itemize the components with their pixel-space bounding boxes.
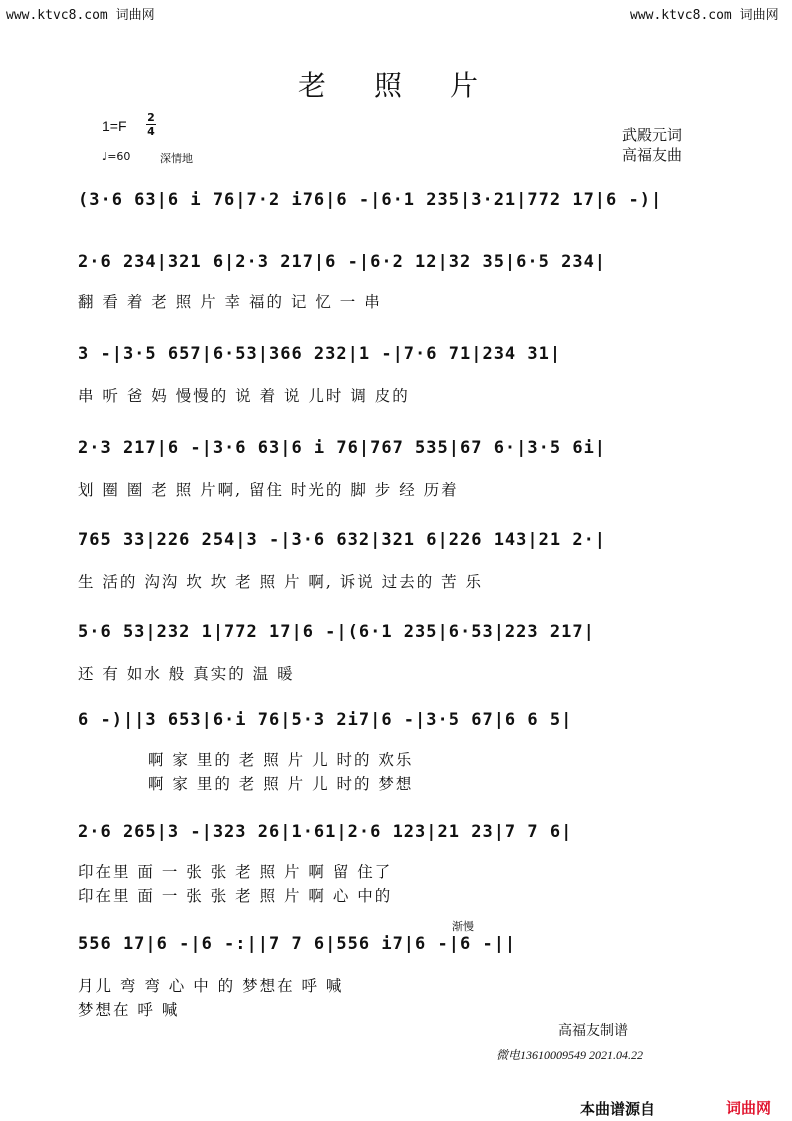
time-signature-top: 2 <box>147 111 155 124</box>
source-label: 本曲谱源自 <box>580 1100 656 1118</box>
tempo-mark: ♩=60 <box>102 150 131 163</box>
lyric-line-8a: 月儿 弯 弯 心 中 的 梦想在 呼 喊 <box>78 977 344 995</box>
lyric-line-7b: 印在里 面 一 张 张 老 照 片 啊 心 中的 <box>78 887 393 905</box>
contact-info: 微电13610009549 2021.04.22 <box>496 1048 644 1062</box>
staff-line-2: 2·6 234|321 6|2·3 217|6 -|6·2 12|32 35|6·5 234| <box>78 252 607 272</box>
lyric-line-2: 串 听 爸 妈 慢慢的 说 着 说 儿时 调 皮的 <box>78 387 410 405</box>
staff-line-7: 6 -)||3 653|6·i 76|5·3 2i7|6 -|3·5 67|6 6 5| <box>78 710 573 730</box>
key-signature: 1=F <box>102 118 127 134</box>
lyric-line-4: 生 活的 沟沟 坎 坎 老 照 片 啊, 诉说 过去的 苦 乐 <box>78 573 484 591</box>
staff-line-5: 765 33|226 254|3 -|3·6 632|321 6|226 143|21 2·| <box>78 530 607 550</box>
lyric-line-5: 还 有 如水 般 真实的 温 暖 <box>78 665 295 683</box>
watermark-right: www.ktvc8.com 词曲网 <box>630 8 779 23</box>
lyric-line-6b: 啊 家 里的 老 照 片 儿 时的 梦想 <box>148 775 414 793</box>
lyric-line-1: 翻 看 着 老 照 片 幸 福的 记 忆 一 串 <box>78 293 382 311</box>
staff-line-1: (3·6 63|6 i 76|7·2 i76|6 -|6·1 235|3·21|772 17|6 -)| <box>78 190 663 210</box>
staff-line-9: 556 17|6 -|6 -:||7 7 6|556 i7|6 -|6 -|| <box>78 934 517 954</box>
staff-line-8: 2·6 265|3 -|323 26|1·61|2·6 123|21 23|7 7 6| <box>78 822 573 842</box>
ritardando-mark: 渐慢 <box>452 920 474 933</box>
staff-line-6: 5·6 53|232 1|772 17|6 -|(6·1 235|6·53|223 217| <box>78 622 595 642</box>
lyric-line-6a: 啊 家 里的 老 照 片 儿 时的 欢乐 <box>148 751 414 769</box>
lyricist-credit: 武殿元词 <box>622 126 683 144</box>
composer-credit: 高福友曲 <box>622 146 683 164</box>
site-logo[interactable]: 词曲网 <box>726 1099 772 1117</box>
lyric-line-7a: 印在里 面 一 张 张 老 照 片 啊 留 住了 <box>78 863 393 881</box>
time-signature-bottom: 4 <box>147 125 155 138</box>
lyric-line-3: 划 圈 圈 老 照 片啊, 留住 时光的 脚 步 经 历着 <box>78 481 459 499</box>
score-maker: 高福友制谱 <box>558 1023 628 1039</box>
lyric-line-8b: 梦想在 呼 喊 <box>78 1001 180 1019</box>
song-title: 老照片 <box>298 69 527 102</box>
staff-line-4: 2·3 217|6 -|3·6 63|6 i 76|767 535|67 6·|3·5 6i| <box>78 438 607 458</box>
staff-line-3: 3 -|3·5 657|6·53|366 232|1 -|7·6 71|234 31| <box>78 344 562 364</box>
time-signature <box>146 112 156 137</box>
expression-mark: 深情地 <box>160 152 193 165</box>
watermark-left: www.ktvc8.com 词曲网 <box>6 8 155 23</box>
